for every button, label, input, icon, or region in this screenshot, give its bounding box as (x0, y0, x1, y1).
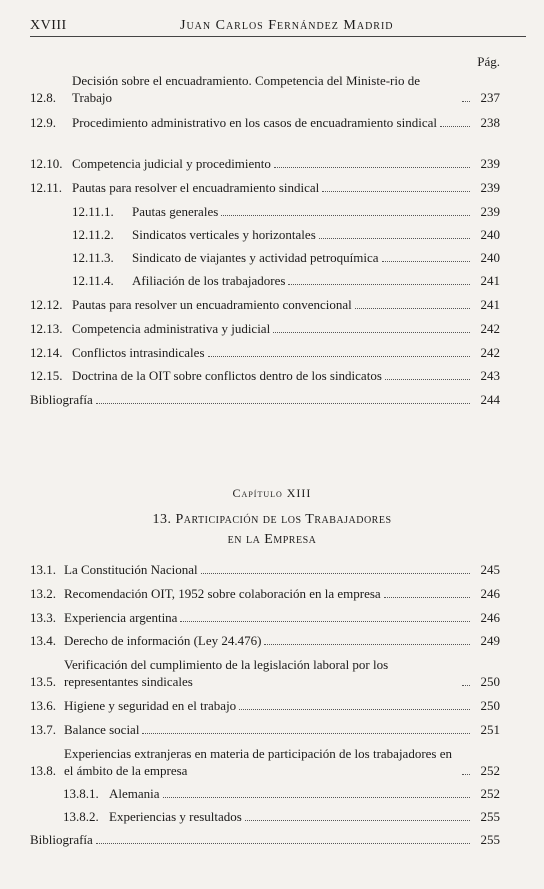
toc-entry[interactable] (30, 72, 500, 106)
toc-entry-text: Alemania (109, 786, 160, 801)
toc-entry-page: 251 (480, 722, 500, 737)
toc-entry-number: 13.6. (30, 698, 56, 713)
leader-dots (462, 773, 470, 775)
toc-entry-number: 13.8. (30, 763, 56, 778)
toc-entry-number: 12.9. (30, 115, 56, 130)
toc-entry-number: 12.8. (30, 90, 56, 105)
leader-dots (96, 402, 470, 404)
toc-entry[interactable] (30, 344, 500, 361)
toc-entry-text: Doctrina de la OIT sobre conflictos dentro de los sindicatos (72, 368, 382, 383)
leader-dots (208, 355, 470, 357)
leader-dots (382, 260, 470, 262)
toc-entry-page: 246 (480, 586, 500, 601)
toc-entry-page: 250 (480, 698, 500, 713)
page-folio: XVIII (30, 18, 67, 33)
toc-subentry[interactable] (72, 249, 500, 266)
toc-entry[interactable] (30, 114, 500, 131)
toc-entry-number: 13.4. (30, 633, 56, 648)
toc-entry-page: 245 (480, 562, 500, 577)
toc-entry-page: 255 (480, 832, 500, 847)
toc-entry-number: 12.13. (30, 321, 63, 336)
leader-dots (462, 684, 470, 686)
toc-entry-text: Procedimiento administrativo en los casos de encuadramiento sindical (72, 115, 437, 130)
toc-entry-number: 12.14. (30, 345, 63, 360)
toc-entry-number: 13.8.1. (63, 786, 99, 801)
toc-entry-page: 239 (480, 180, 500, 195)
toc-subentry[interactable] (72, 226, 500, 243)
toc-entry-page: 242 (480, 321, 500, 336)
toc-entry-bibliography[interactable] (30, 391, 500, 408)
leader-dots (355, 307, 470, 309)
toc-entry-text: Pautas para resolver un encuadramiento convencional (72, 297, 352, 312)
toc-entry-number: 12.11.4. (72, 273, 114, 288)
toc-entry-text: Higiene y seguridad en el trabajo (64, 698, 237, 713)
toc-entry-text: Conflictos intrasindicales (72, 345, 205, 360)
leader-dots (180, 620, 470, 622)
toc-entry[interactable] (30, 585, 500, 602)
toc-entry-text: Recomendación OIT, 1952 sobre colaboración en la empresa (64, 586, 381, 601)
leader-dots (142, 732, 470, 734)
toc-entry-page: 242 (480, 345, 500, 360)
toc-entry[interactable] (30, 179, 500, 196)
toc-entry-number: 13.3. (30, 610, 56, 625)
toc-entry-text: Sindicatos verticales y horizontales (132, 227, 316, 242)
leader-dots (221, 214, 470, 216)
toc-entry-page: 246 (480, 610, 500, 625)
chapter-title-line: 13. Participación de los Trabajadores (152, 512, 392, 527)
leader-dots (288, 283, 470, 285)
toc-entry-text: Sindicato de viajantes y actividad petroquímica (132, 250, 379, 265)
toc-entry[interactable] (30, 632, 500, 649)
toc-entry[interactable] (30, 155, 500, 172)
toc-entry-number: 12.11. (30, 180, 63, 195)
toc-entry-page: 249 (480, 633, 500, 648)
toc-entry-text: Experiencias y resultados (109, 809, 242, 824)
toc-entry-text: Pautas para resolver el encuadramiento sindical (72, 180, 320, 195)
toc-entry-text: Balance social (64, 722, 140, 737)
toc-entry-number: 13.2. (30, 586, 56, 601)
toc-entry[interactable] (30, 745, 500, 779)
running-head-title: Juan Carlos Fernández Madrid (180, 18, 394, 33)
toc-entry-text: Experiencias extranjeras en materia de participación de los trabajadores en el ámbito de la empresa (64, 746, 453, 778)
leader-dots (163, 796, 470, 798)
toc-entry-number: 12.10. (30, 156, 63, 171)
toc-entry[interactable] (30, 697, 500, 714)
toc-entry-number: 12.11.1. (72, 204, 114, 219)
toc-subentry[interactable] (72, 272, 500, 289)
leader-dots (274, 166, 470, 168)
leader-dots (322, 190, 470, 192)
toc-entry-page: 238 (480, 115, 500, 130)
toc-entry-page: 241 (480, 297, 500, 312)
toc-entry[interactable] (30, 296, 500, 313)
toc-entry-text: Bibliografía (30, 832, 93, 847)
toc-entry[interactable] (30, 561, 500, 578)
page-column-label: Pág. (477, 54, 500, 69)
toc-entry-page: 237 (480, 90, 500, 105)
toc-entry-text: La Constitución Nacional (64, 562, 198, 577)
toc-subentry[interactable] (63, 785, 500, 802)
leader-dots (440, 125, 470, 127)
toc-entry-page: 239 (480, 204, 500, 219)
toc-entry-text: Experiencia argentina (64, 610, 178, 625)
leader-dots (384, 596, 470, 598)
chapter-title (40, 510, 504, 550)
toc-entry[interactable] (30, 320, 500, 337)
leader-dots (201, 572, 470, 574)
leader-dots (239, 708, 470, 710)
leader-dots (245, 819, 470, 821)
toc-entry-number: 13.1. (30, 562, 56, 577)
toc-entry-page: 243 (480, 368, 500, 383)
leader-dots (319, 237, 470, 239)
chapter-label: Capítulo XIII (232, 486, 312, 500)
running-header (30, 14, 526, 36)
toc-entry-number: 12.15. (30, 368, 63, 383)
toc-entry-number: 12.11.2. (72, 227, 114, 242)
leader-dots (385, 378, 470, 380)
toc-subentry[interactable] (63, 808, 500, 825)
chapter-title-line: en la Empresa (227, 532, 317, 547)
toc-entry-page: 239 (480, 156, 500, 171)
leader-dots (273, 331, 470, 333)
toc-entry[interactable] (30, 609, 500, 626)
toc-entry-text: Decisión sobre el encuadramiento. Competencia del Ministe-rio de Trabajo (72, 73, 420, 105)
toc-entry-page: 240 (480, 227, 500, 242)
toc-entry-page: 240 (480, 250, 500, 265)
toc-entry-number: 13.8.2. (63, 809, 99, 824)
toc-entry-text: Pautas generales (132, 204, 219, 219)
toc-entry[interactable] (30, 721, 500, 738)
toc-entry-page: 241 (480, 273, 500, 288)
toc-entry-text: Competencia administrativa y judicial (72, 321, 271, 336)
toc-entry-page: 252 (480, 786, 500, 801)
leader-dots (96, 842, 470, 844)
toc-entry[interactable] (30, 367, 500, 384)
toc-entry-number: 12.11.3. (72, 250, 114, 265)
leader-dots (462, 100, 470, 102)
toc-entry[interactable] (30, 656, 500, 690)
toc-entry-text: Afiliación de los trabajadores (132, 273, 286, 288)
toc-entry-number: 13.7. (30, 722, 56, 737)
toc-entry-text: Verificación del cumplimiento de la legislación laboral por los representantes sindicales (64, 657, 389, 689)
toc-entry-page: 244 (480, 392, 500, 407)
leader-dots (264, 643, 470, 645)
toc-entry-number: 13.5. (30, 674, 56, 689)
toc-entry-text: Bibliografía (30, 392, 93, 407)
toc-entry-text: Competencia judicial y procedimiento (72, 156, 271, 171)
toc-entry-page: 250 (480, 674, 500, 689)
toc-subentry[interactable] (72, 203, 500, 220)
toc-entry-number: 12.12. (30, 297, 63, 312)
toc-entry-page: 255 (480, 809, 500, 824)
toc-entry-page: 252 (480, 763, 500, 778)
header-rule (30, 36, 526, 37)
toc-entry-bibliography[interactable] (30, 831, 500, 848)
toc-entry-text: Derecho de información (Ley 24.476) (64, 633, 262, 648)
